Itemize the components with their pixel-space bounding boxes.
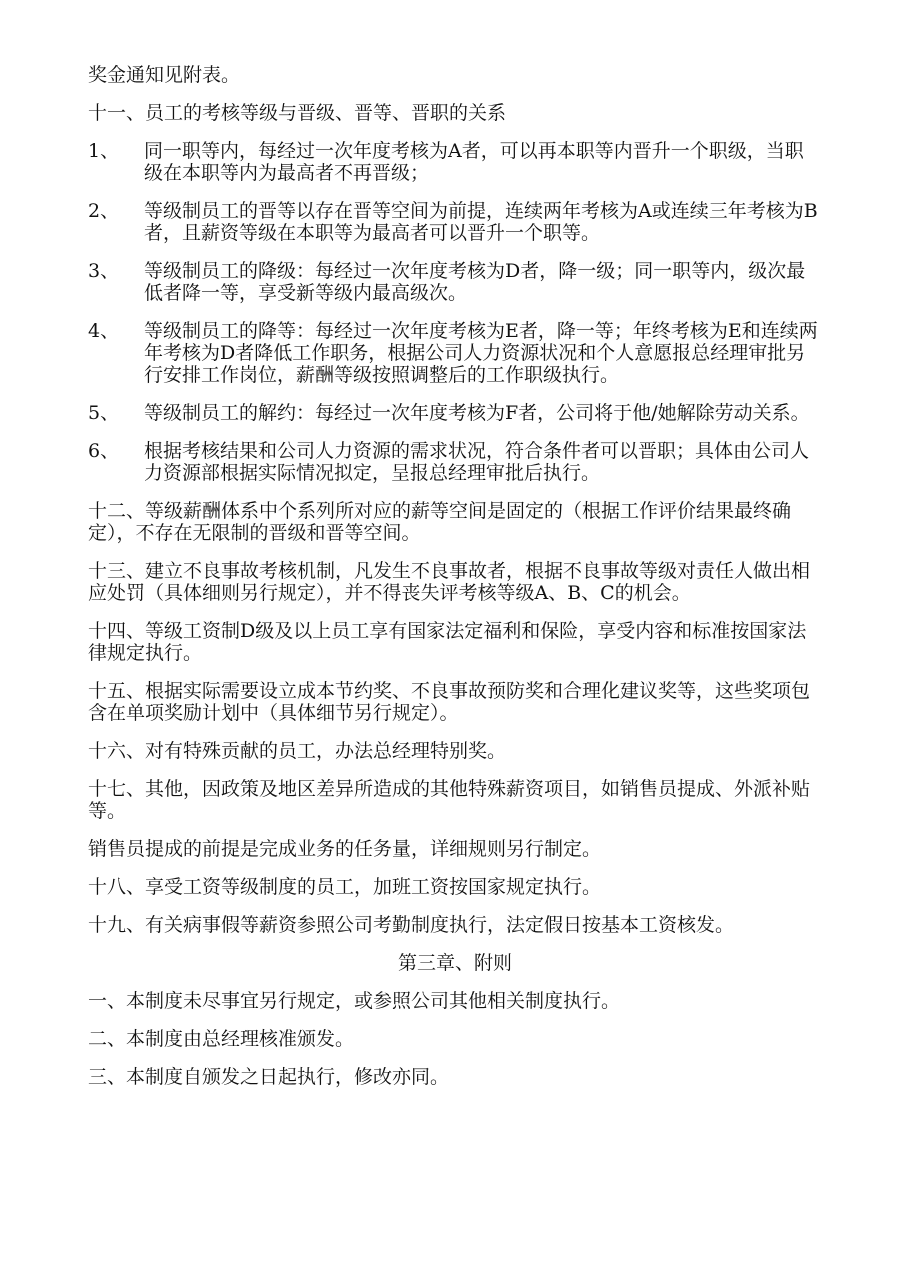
section-11-heading: 十一、员工的考核等级与晋级、晋等、晋职的关系 xyxy=(88,102,507,124)
appendix-item-1: 一、本制度未尽事宜另行规定，或参照公司其他相关制度执行。 xyxy=(88,990,621,1012)
list-item-text: 等级制员工的降等：每经过一次年度考核为E者，降一等；年终考核为E和连续两年考核为D者降低工作职务，根据公司人力资源状况和个人意愿报总经理审批另行安排工作岗位，薪酬等级按照调整后的工作职级执行。 xyxy=(144,320,818,386)
section-13-paragraph: 十三、建立不良事故考核机制，凡发生不良事故者，根据不良事故等级对责任人做出相应处罚（具体细则另行规定），并不得丧失评考核等级A、B、C的机会。 xyxy=(88,560,811,604)
section-18-paragraph: 十八、享受工资等级制度的员工，加班工资按国家规定执行。 xyxy=(88,876,602,898)
appendix-item-2: 二、本制度由总经理核准颁发。 xyxy=(88,1028,355,1050)
list-item-text: 等级制员工的降级：每经过一次年度考核为D者，降一级；同一职等内，级次最低者降一等，享受新等级内最高级次。 xyxy=(144,260,806,304)
list-item xyxy=(88,140,822,184)
document-page xyxy=(88,64,822,1104)
sales-commission-paragraph: 销售员提成的前提是完成业务的任务量，详细规则另行制定。 xyxy=(88,838,602,860)
section-14-paragraph: 十四、等级工资制D级及以上员工享有国家法定福利和保险，享受内容和标准按国家法律规定执行。 xyxy=(88,620,807,664)
list-item xyxy=(88,440,822,484)
list-item xyxy=(88,200,822,244)
chapter-3-heading: 第三章、附则 xyxy=(397,952,512,974)
section-16-paragraph: 十六、对有特殊贡献的员工，办法总经理特别奖。 xyxy=(88,740,507,762)
section-19-paragraph: 十九、有关病事假等薪资参照公司考勤制度执行，法定假日按基本工资核发。 xyxy=(88,914,735,936)
list-item-number: 4、 xyxy=(88,320,120,342)
list-item xyxy=(88,402,822,424)
section-17-paragraph: 十七、其他，因政策及地区差异所造成的其他特殊薪资项目，如销售员提成、外派补贴等。 xyxy=(88,778,811,822)
list-item xyxy=(88,320,822,386)
section-12-paragraph: 十二、等级薪酬体系中个系列所对应的薪等空间是固定的（根据工作评价结果最终确定），不存在无限制的晋级和晋等空间。 xyxy=(88,500,792,544)
list-item-number: 5、 xyxy=(88,402,120,424)
list-item-text: 等级制员工的晋等以存在晋等空间为前提，连续两年考核为A或连续三年考核为B者，且薪资等级在本职等为最高者可以晋升一个职等。 xyxy=(144,200,818,244)
list-item-number: 3、 xyxy=(88,260,120,282)
paragraph-bonus-notice: 奖金通知见附表。 xyxy=(88,64,241,86)
appendix-item-3: 三、本制度自颁发之日起执行，修改亦同。 xyxy=(88,1066,450,1088)
list-item-number: 1、 xyxy=(88,140,120,162)
list-item-number: 2、 xyxy=(88,200,120,222)
list-item xyxy=(88,260,822,304)
list-item-number: 6、 xyxy=(88,440,120,462)
list-item-text: 等级制员工的解约：每经过一次年度考核为F者，公司将于他/她解除劳动关系。 xyxy=(144,402,810,424)
section-15-paragraph: 十五、根据实际需要设立成本节约奖、不良事故预防奖和合理化建议奖等，这些奖项包含在单项奖励计划中（具体细节另行规定）。 xyxy=(88,680,811,724)
list-item-text: 同一职等内，每经过一次年度考核为A者，可以再本职等内晋升一个职级，当职级在本职等内为最高者不再晋级； xyxy=(144,140,804,184)
list-item-text: 根据考核结果和公司人力资源的需求状况，符合条件者可以晋职；具体由公司人力资源部根据实际情况拟定，呈报总经理审批后执行。 xyxy=(144,440,810,484)
